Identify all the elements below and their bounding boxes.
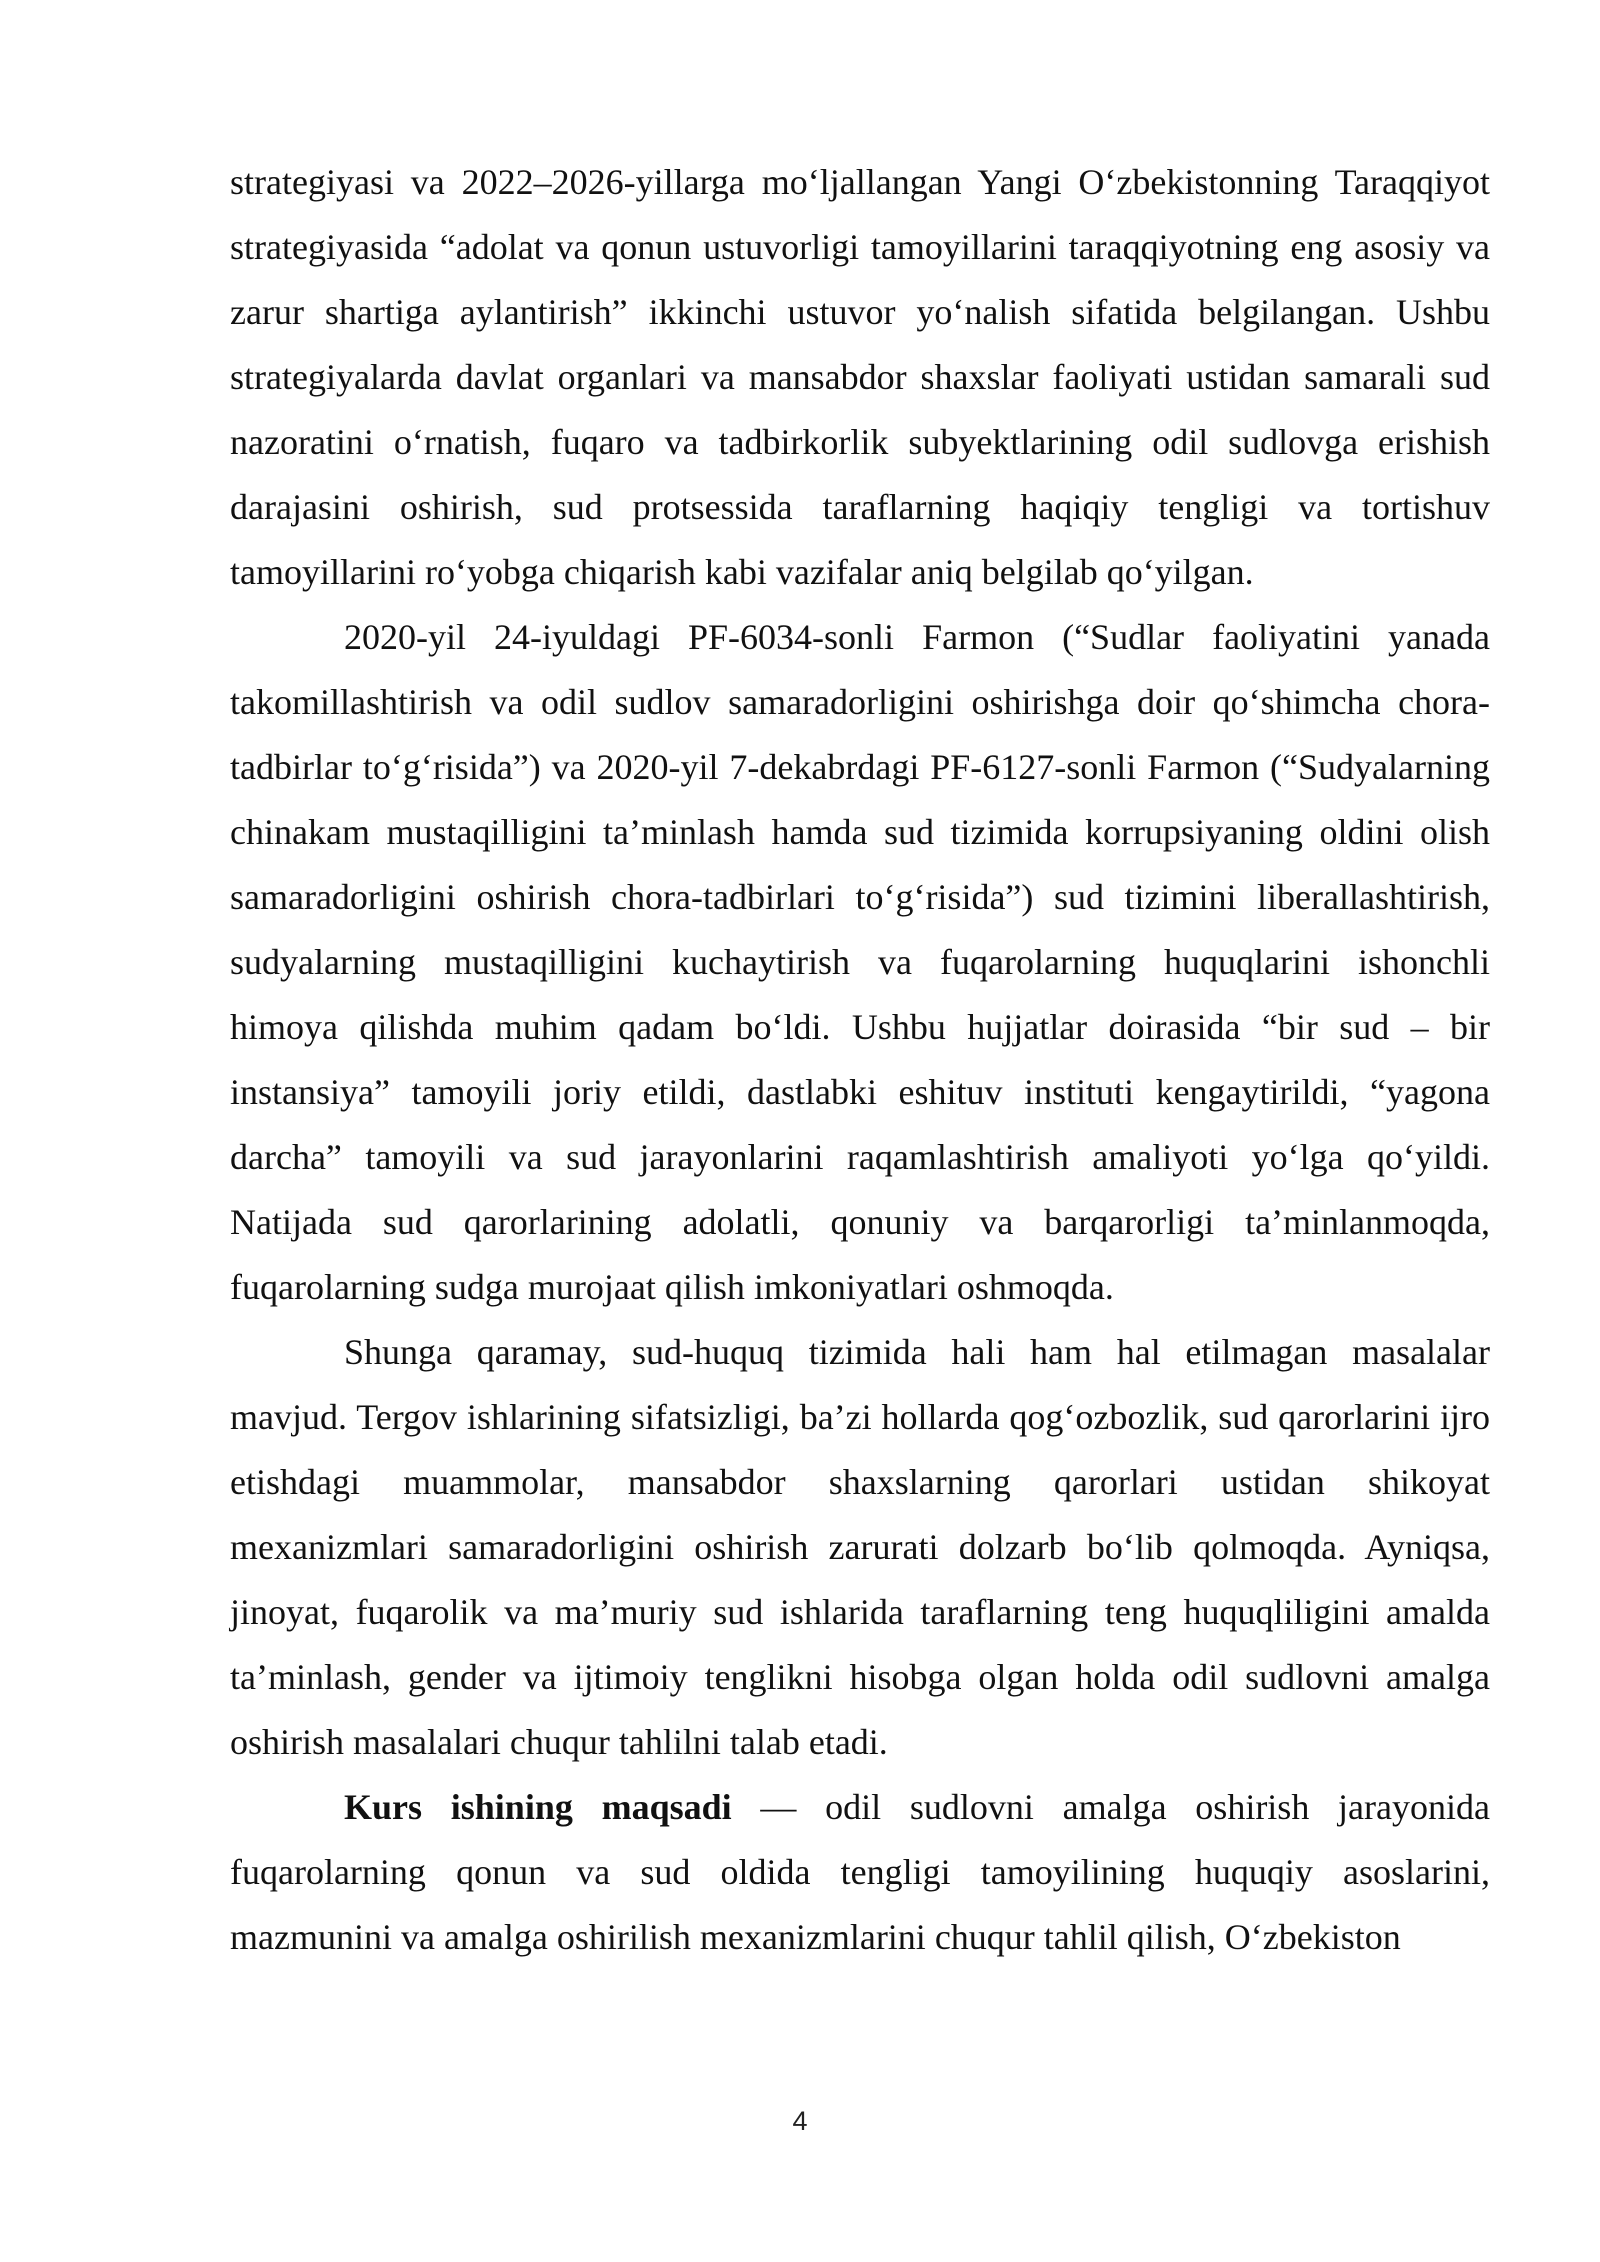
paragraph-decrees: 2020-yil 24-iyuldagi PF-6034-sonli Farmon (“Sudlar faoliyatini yanada takomillashtirish va odil sudlov samaradorligini oshirishga doir qo‘shimcha chora-tadbirlar to‘g‘risida”) va 2020-yil 7-dekabrdagi PF-6127-sonli Farmon (“Sudyalarning chinakam mustaqilligini ta’minlash hamda sud tizimida korrupsiyaning oldini olish samaradorligini oshirish chora-tadbirlari to‘g‘risida”) sud tizimini liberallashtirish, sudyalarning mustaqilligini kuchaytirish va fuqarolarning huquqlarini ishonchli himoya qilishda muhim qadam bo‘ldi. Ushbu hujjatlar doirasida “bir sud – bir instansiya” tamoyili joriy etildi, dastlabki eshituv instituti kengaytirildi, “yagona darcha” tamoyili va sud jarayonlarini raqamlashtirish amaliyoti yo‘lga qo‘yildi. Natijada sud qarorlarining adolatli, qonuniy va barqarorligi ta’minlanmoqda, fuqarolarning sudga murojaat qilish imkoniyatlari oshmoqda. (230, 617, 1490, 1307)
course-goal-text: — odil sudlovni amalga oshirish jarayonida fuqarolarning qonun va sud oldida tengligi tamoyilining huquqiy asoslarini, mazmunini va amalga oshirilish mexanizmlarini chuqur tahlil qilish, O‘zbekiston (230, 1787, 1490, 1957)
page-number: 4 (792, 2106, 808, 2136)
course-goal-heading: Kurs ishining maqsadi (344, 1787, 732, 1827)
paragraph-course-goal (230, 1775, 1490, 1970)
body-text (230, 150, 1490, 1970)
paragraph-strategy-continuation: strategiyasi va 2022–2026-yillarga mo‘ljallangan Yangi O‘zbekistonning Taraqqiyot strategiyasida “adolat va qonun ustuvorligi tamoyillarini taraqqiyotning eng asosiy va zarur shartiga aylantirish” ikkinchi ustuvor yo‘nalish sifatida belgilangan. Ushbu strategiyalarda davlat organlari va mansabdor shaxslar faoliyati ustidan samarali sud nazoratini o‘rnatish, fuqaro va tadbirkorlik subyektlarining odil sudlovga erishish darajasini oshirish, sud protsessida taraflarning haqiqiy tengligi va tortishuv tamoyillarini ro‘yobga chiqarish kabi vazifalar aniq belgilab qo‘yilgan. (230, 162, 1490, 592)
paragraph-unresolved-issues: Shunga qaramay, sud-huquq tizimida hali ham hal etilmagan masalalar mavjud. Tergov ishlarining sifatsizligi, ba’zi hollarda qog‘ozbozlik, sud qarorlarini ijro etishdagi muammolar, mansabdor shaxslarning qarorlari ustidan shikoyat mexanizmlari samaradorligini oshirish zarurati dolzarb bo‘lib qolmoqda. Ayniqsa, jinoyat, fuqarolik va ma’muriy sud ishlarida taraflarning teng huquqliligini amalda ta’minlash, gender va ijtimoiy tenglikni hisobga olgan holda odil sudlovni amalga oshirish masalalari chuqur tahlilni talab etadi. (230, 1332, 1490, 1762)
